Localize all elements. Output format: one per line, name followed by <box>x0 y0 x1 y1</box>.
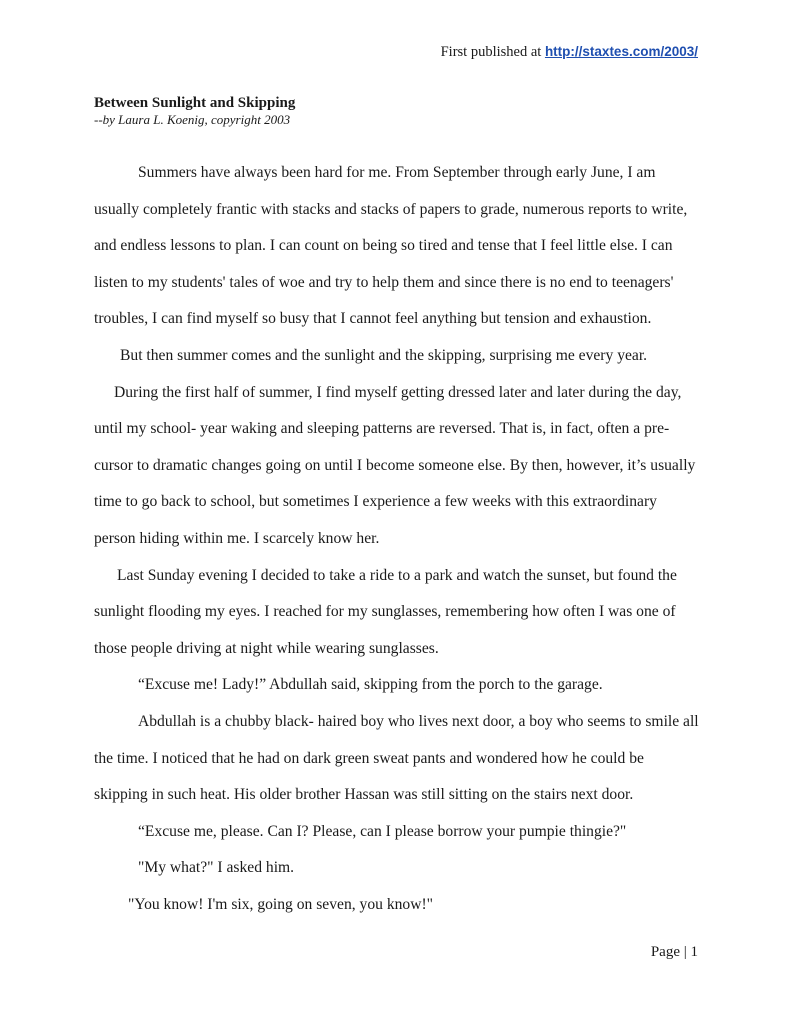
text-line: person hiding within me. I scarcely know her. <box>94 529 380 547</box>
text-line: troubles, I can find myself so busy that I cannot feel anything but tension and exhaustion. <box>94 310 652 328</box>
story-body <box>94 155 704 923</box>
byline: --by Laura L. Koenig, copyright 2003 <box>94 112 291 127</box>
text-line: Summers have always been hard for me. From September through early June, I am <box>138 164 656 181</box>
text-line: "My what?" I asked him. <box>138 859 295 877</box>
text-line: until my school- year waking and sleeping patterns are reversed. That is, in fact, often a pre- <box>94 420 670 438</box>
text-line: cursor to dramatic changes going on until I become someone else. By then, however, it’s usually <box>94 456 696 474</box>
text-line: Last Sunday evening I decided to take a ride to a park and watch the sunset, but found the <box>117 566 677 584</box>
text-line: those people driving at night while wearing sunglasses. <box>94 639 439 657</box>
text-line: During the first half of summer, I find myself getting dressed later and later during the day, <box>114 383 682 401</box>
text-line: usually completely frantic with stacks and stacks of papers to grade, numerous reports to write, <box>94 200 688 218</box>
text-line: skipping in such heat. His older brother Hassan was still sitting on the stairs next door. <box>94 786 634 804</box>
text-line: “Excuse me, please. Can I? Please, can I please borrow your pumpie thingie?" <box>138 822 627 840</box>
page-number: Page | 1 <box>650 944 698 960</box>
text-line: Abdullah is a chubby black- haired boy who lives next door, a boy who seems to smile all <box>138 712 699 730</box>
text-line: listen to my students' tales of woe and try to help them and since there is no end to teenagers' <box>94 273 674 291</box>
text-line: “Excuse me! Lady!” Abdullah said, skipping from the porch to the garage. <box>138 676 603 694</box>
text-line: But then summer comes and the sunlight and the skipping, surprising me every year. <box>120 346 648 364</box>
text-line: the time. I noticed that he had on dark green sweat pants and wondered how he could be <box>94 749 644 767</box>
text-line: time to go back to school, but sometimes I experience a few weeks with this extraordinary <box>94 493 657 511</box>
document-title: Between Sunlight and Skipping <box>94 95 296 111</box>
page-header <box>441 43 698 61</box>
text-line: and endless lessons to plan. I can count on being so tired and tense that I feel little else. I can <box>94 237 673 255</box>
header-prefix: First published at <box>440 44 545 60</box>
text-line: "You know! I'm six, going on seven, you know!" <box>128 895 434 913</box>
text-line: sunlight flooding my eyes. I reached for my sunglasses, remembering how often I was one of <box>94 603 676 621</box>
source-link[interactable]: http://staxtes.com/2003/ <box>544 44 698 59</box>
